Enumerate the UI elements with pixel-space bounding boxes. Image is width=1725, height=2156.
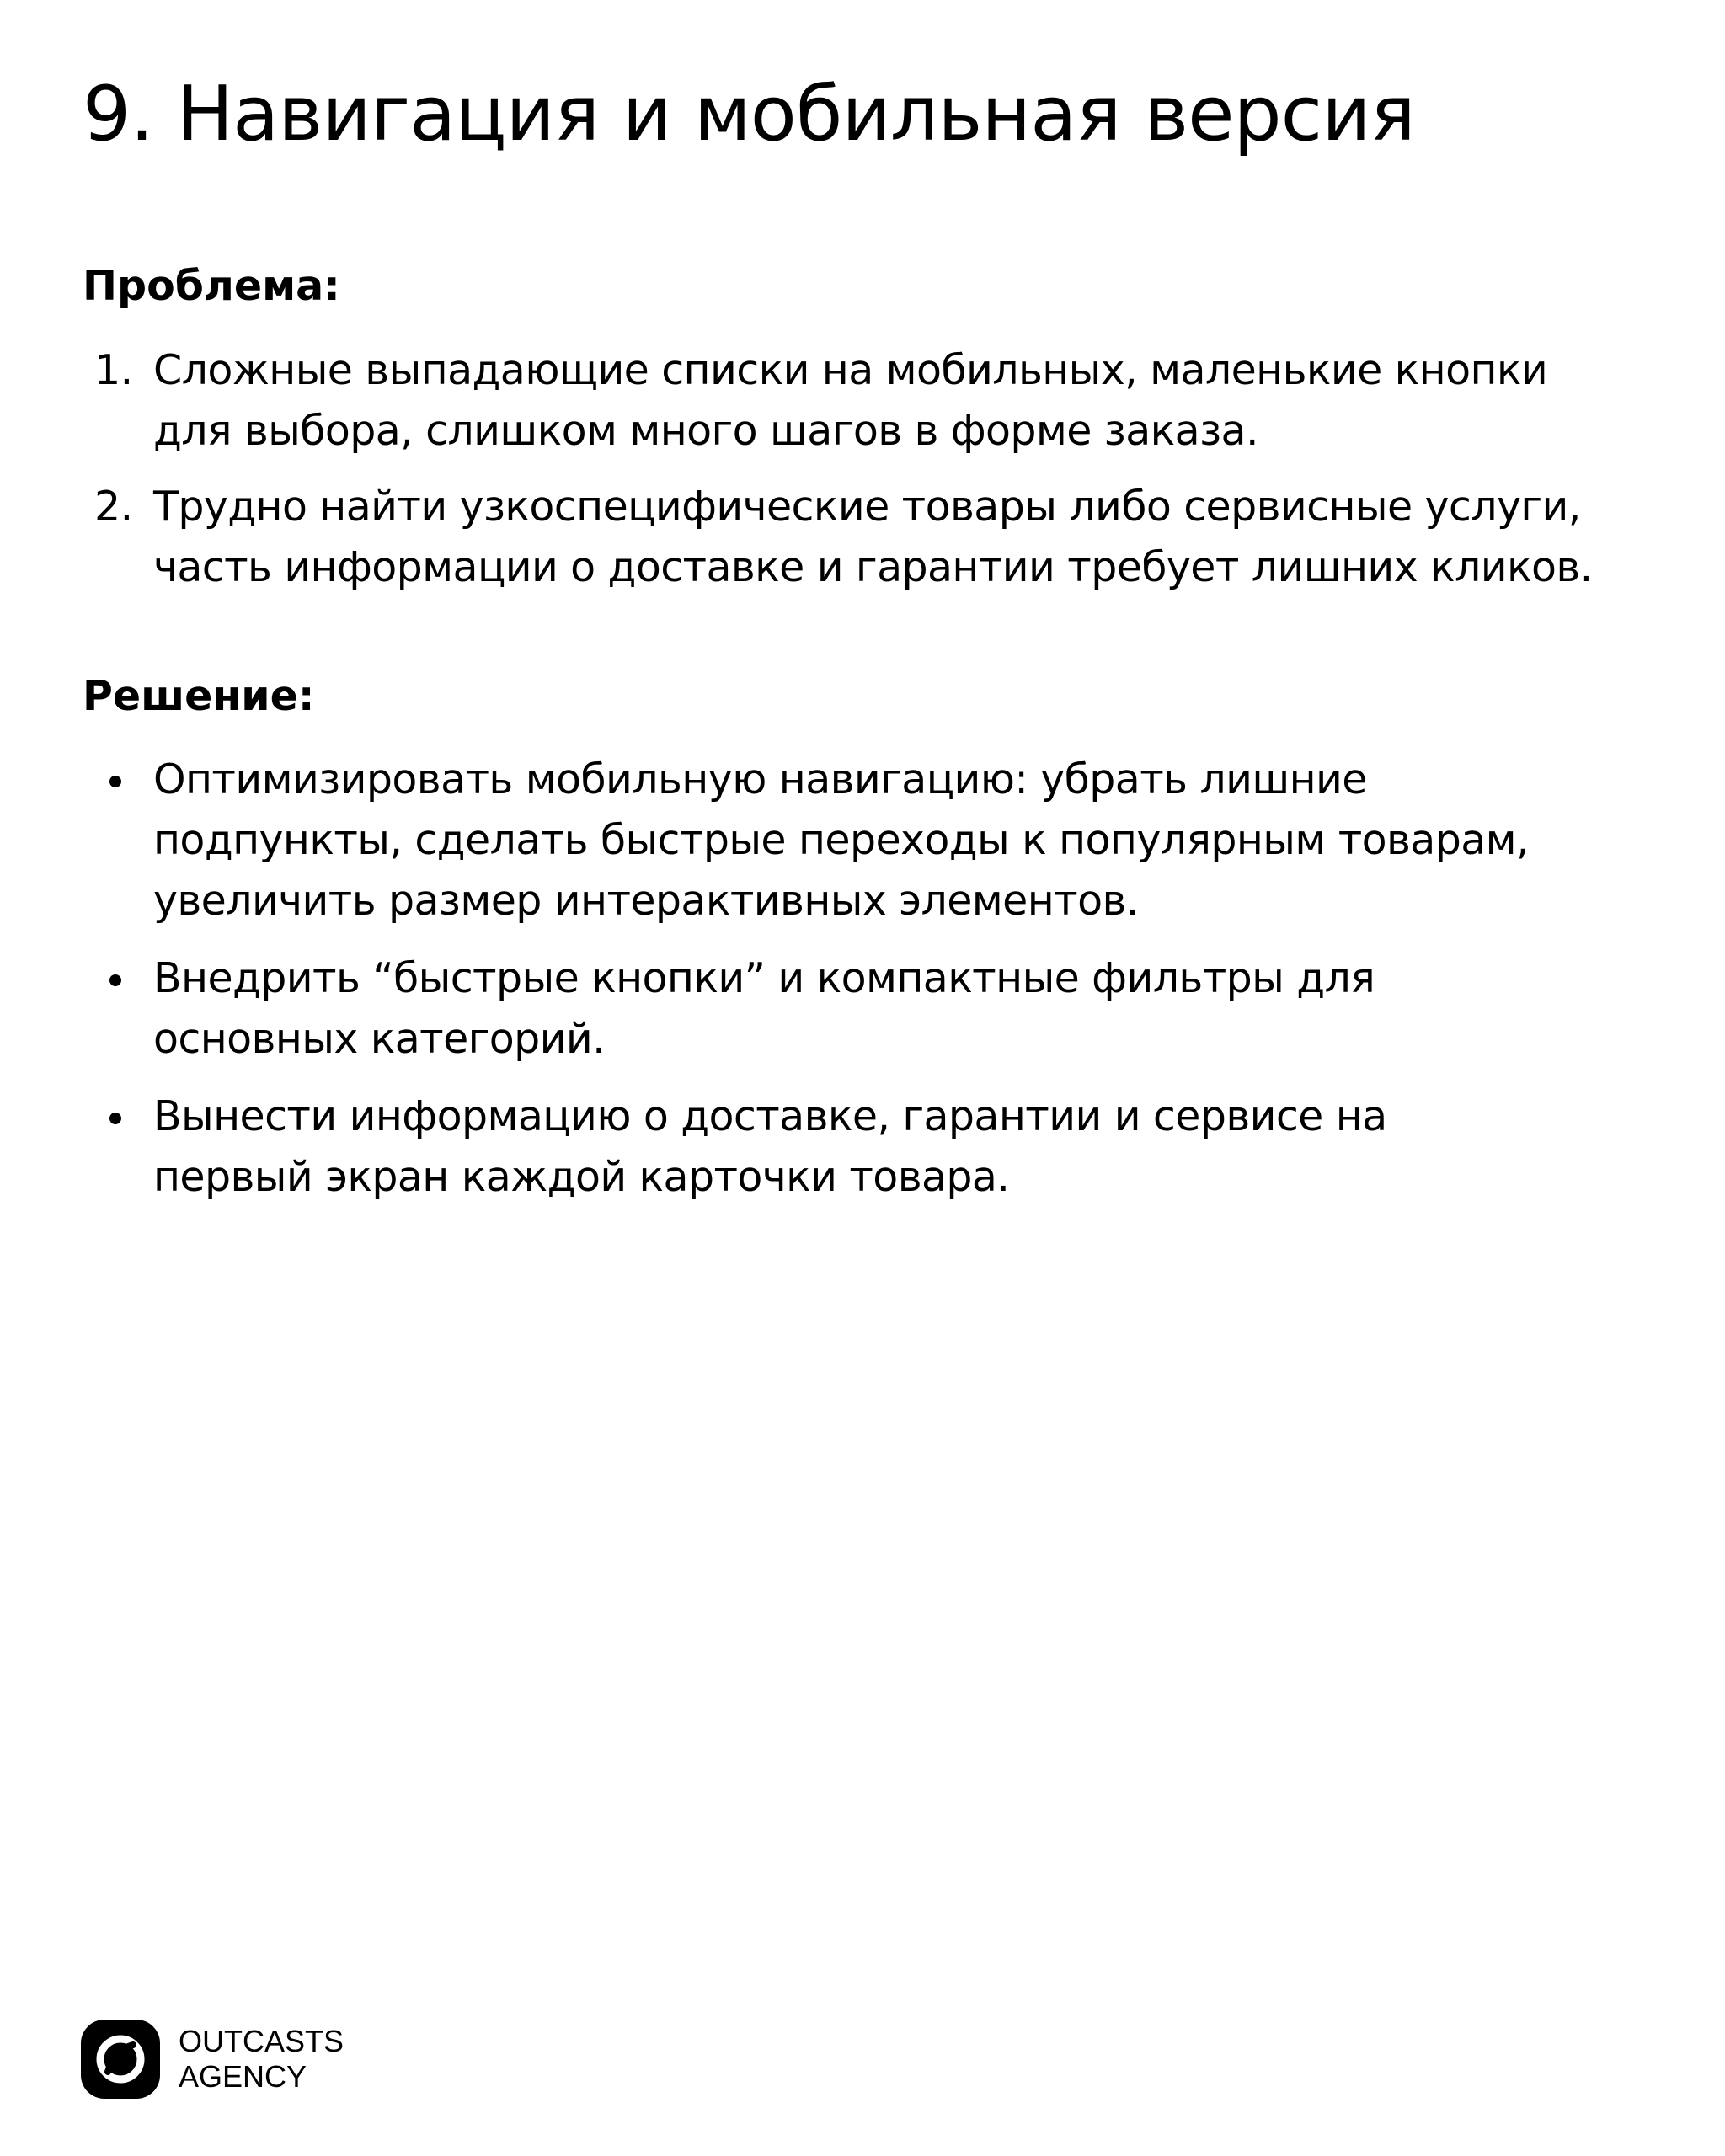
solution-item-line: Вынести информацию о доставке, гарантии и сервисе на	[153, 1092, 1387, 1140]
bullet-icon	[109, 1113, 121, 1124]
problem-item-1	[0, 340, 1725, 462]
brand-name-line: AGENCY	[179, 2059, 307, 2094]
problem-item-number: 2.	[94, 483, 133, 531]
problem-list	[0, 340, 1725, 613]
solution-item-line: первый экран каждой карточки товара.	[153, 1153, 1010, 1201]
solution-heading: Решение:	[83, 672, 315, 720]
solution-item-2	[0, 948, 1725, 1070]
bullet-icon	[109, 776, 121, 787]
page-title: 9. Навигация и мобильная версия	[83, 70, 1415, 158]
problem-item-line: Трудно найти узкоспецифические товары либо сервисные услуги,	[153, 483, 1581, 531]
solution-item-line: увеличить размер интерактивных элементов.	[153, 877, 1139, 925]
solution-item-line: подпункты, сделать быстрые переходы к популярным товарам,	[153, 816, 1529, 864]
solution-item-line: Внедрить “быстрые кнопки” и компактные фильтры для	[153, 954, 1375, 1002]
problem-item-number: 1.	[94, 346, 133, 394]
brand-footer	[81, 2017, 344, 2101]
solution-item-line: основных категорий.	[153, 1015, 606, 1063]
outcasts-logo-icon	[81, 2020, 160, 2099]
problem-item-line: часть информации о доставке и гарантии требует лишних кликов.	[153, 543, 1593, 591]
solution-item-3	[0, 1086, 1725, 1208]
logo-ring-icon	[93, 2031, 148, 2087]
solution-item-line: Оптимизировать мобильную навигацию: убрать лишние	[153, 755, 1367, 803]
brand-name	[179, 2024, 344, 2095]
solution-item-1	[0, 750, 1725, 931]
problem-item-2	[0, 477, 1725, 598]
brand-name-line: OUTCASTS	[179, 2024, 344, 2058]
problem-item-line: для выбора, слишком много шагов в форме заказа.	[153, 407, 1258, 455]
problem-heading: Проблема:	[83, 262, 340, 310]
solution-list	[0, 750, 1725, 1225]
problem-item-line: Сложные выпадающие списки на мобильных, маленькие кнопки	[153, 346, 1548, 394]
bullet-icon	[109, 974, 121, 986]
